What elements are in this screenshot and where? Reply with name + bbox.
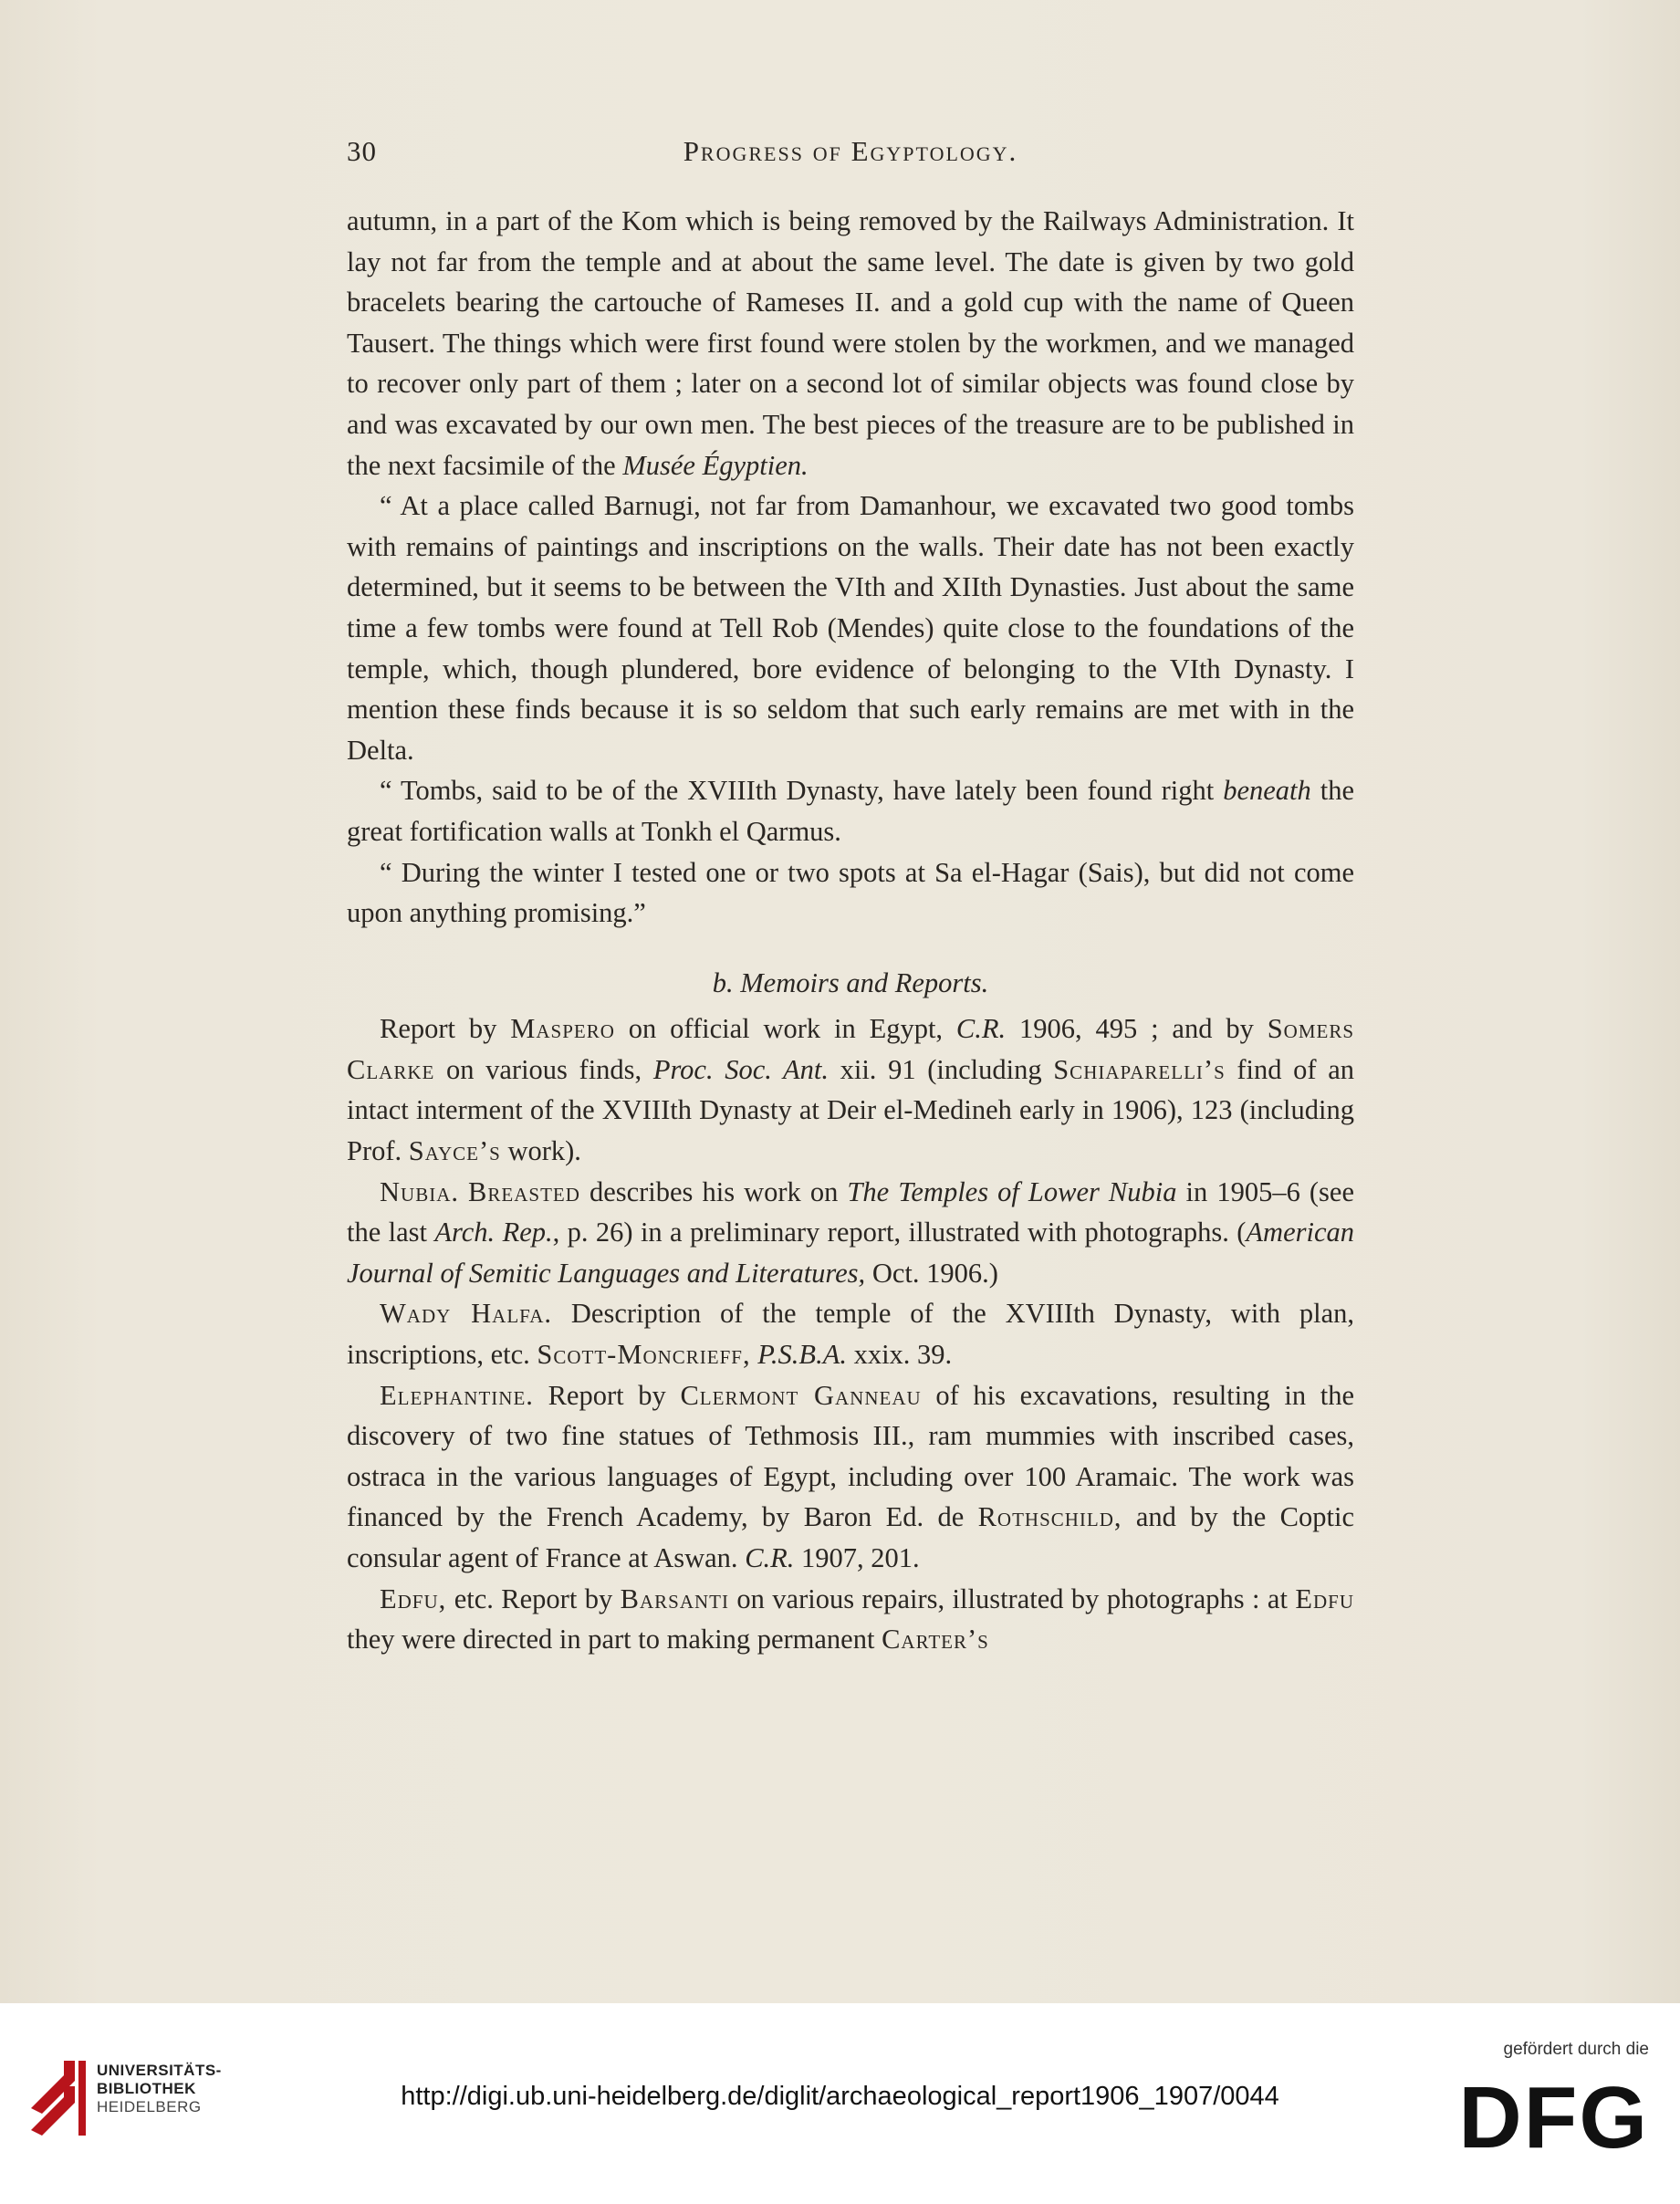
paragraph: Nubia. Breasted describes his work on The Temples of Lower Nubia in 1905–6 (see the last Arch. Rep., p. 26) in a preliminary report, illustrated with photographs. (American Journal of Semitic Languages and Literatures, Oct. 1906.) xyxy=(347,1175,1354,1289)
page-header xyxy=(347,135,1354,181)
sponsor-label: gefördert durch die xyxy=(1503,2040,1649,2059)
paragraph: “ Tombs, said to be of the XVIIIth Dynasty, have lately been found right beneath the great fortification walls at Tonkh el Qarmus. xyxy=(347,775,1354,847)
section-heading: b. Memoirs and Reports. xyxy=(712,966,989,998)
viewer-footer xyxy=(0,2003,1680,2204)
page-number: 30 xyxy=(347,135,377,167)
paragraph: Elephantine. Report by Clermont Ganneau of his excavations, resulting in the discovery of two fine statues of Tethmosis III., ram mummies with inscribed cases, ostraca in the various languages of Egypt, including over 100 Aramaic. The work was financed by the French Academy, by Baron Ed. de Rothschild, and by the Coptic consular agent of France at Aswan. C.R. 1907, 201. xyxy=(347,1379,1355,1573)
paragraph: “ During the winter I tested one or two spots at Sa el-Hagar (Sais), but did not come upon anything promising.” xyxy=(347,856,1354,929)
library-name: UNIVERSITÄTS- BIBLIOTHEK HEIDELBERG xyxy=(97,2062,222,2115)
paragraph: Report by Maspero on official work in Egypt, C.R. 1906, 495 ; and by Somers Clarke on various finds, Proc. Soc. Ant. xii. 91 (including Schiaparelli’s find of an intact interment of the XVIIIth Dynasty at Deir el-Medineh early in 1906), 123 (including Prof. Sayce’s work). xyxy=(347,1013,1355,1167)
dfg-logo: DFG xyxy=(1458,2069,1649,2167)
permalink-url[interactable]: http://digi.ub.uni-heidelberg.de/diglit/archaeological_report1906_1907/0044 xyxy=(401,2082,1279,2111)
running-title: Progress of Egyptology. xyxy=(683,135,1018,167)
paragraph: Wady Halfa. Description of the temple of the XVIIIth Dynasty, with plan, inscriptions, etc. Scott-Moncrieff, P.S.B.A. xxix. 39. xyxy=(347,1298,1354,1371)
paragraph: “ At a place called Barnugi, not far from Damanhour, we excavated two good tombs with remains of paintings and inscriptions on the walls. Their date has not been exactly determined, but it seems to be between the VIth and XIIth Dynasties. Just about the same time a few tombs were found at Tell Rob (Mendes) quite close to the foundations of the temple, which, though plundered, bore evidence of belonging to the VIth Dynasty. I mention these finds because it is so seldom that such early remains are met with in the Delta. xyxy=(347,490,1354,766)
paragraph: autumn, in a part of the Kom which is being removed by the Railways Administration. It lay not far from the temple and at about the same level. The date is given by two gold bracelets bearing the cartouche of Rameses II. and a gold cup with the name of Queen Tausert. The things which were first found were stolen by the workmen, and we managed to recover only part of them ; later on a second lot of similar objects was found close by and was excavated by our own men. The best pieces of the treasure are to be published in the next facsimile of the Musée Égyptien. xyxy=(347,205,1354,481)
paragraph: Edfu, etc. Report by Barsanti on various repairs, illustrated by photographs : at Edfu they were directed in part to making permanent Carter’s xyxy=(347,1582,1354,1656)
body-text xyxy=(347,201,1354,1660)
